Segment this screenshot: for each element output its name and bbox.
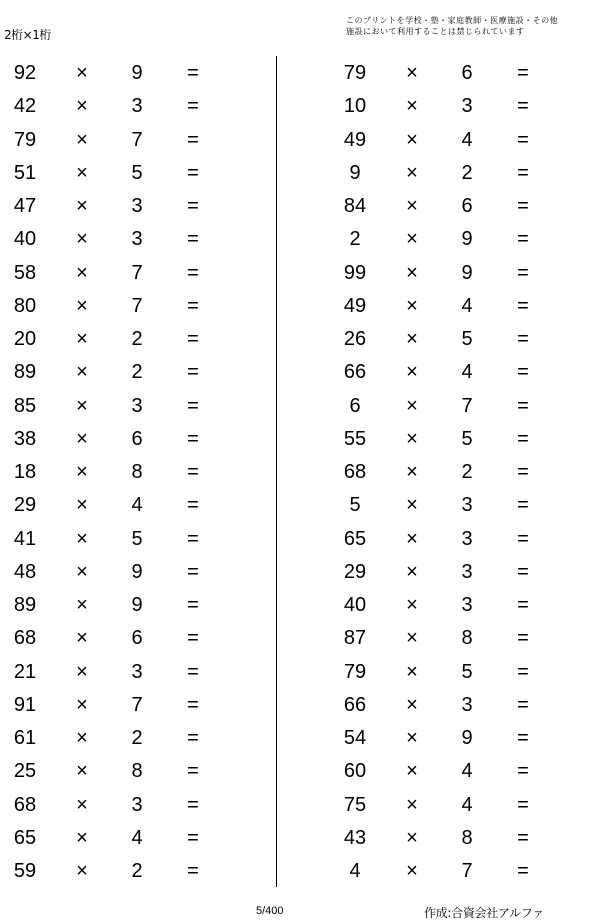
- multiplicand: 68: [13, 793, 37, 816]
- multiplier: 3: [461, 95, 473, 118]
- equals-sign: =: [187, 793, 199, 816]
- equals-sign: =: [187, 527, 199, 550]
- multiplicand: 51: [13, 161, 37, 184]
- times-sign: ×: [406, 760, 418, 783]
- times-sign: ×: [406, 128, 418, 151]
- multiplicand: 79: [343, 660, 367, 683]
- equals-sign: =: [187, 693, 199, 716]
- equals-sign: =: [517, 128, 529, 151]
- equals-sign: =: [187, 494, 199, 517]
- multiplier: 3: [461, 560, 473, 583]
- multiplier: 3: [131, 660, 143, 683]
- equals-sign: =: [187, 128, 199, 151]
- equals-sign: =: [187, 62, 199, 84]
- multiplicand: 79: [343, 62, 367, 84]
- multiplicand: 66: [343, 361, 367, 384]
- equals-sign: =: [517, 195, 529, 217]
- problem-row: [330, 190, 570, 223]
- times-sign: ×: [76, 793, 88, 816]
- times-sign: ×: [406, 195, 418, 217]
- multiplier: 4: [131, 494, 143, 517]
- problem-row: [330, 855, 570, 888]
- problem-row: [330, 323, 570, 356]
- equals-sign: =: [187, 826, 199, 849]
- problem-row: [330, 755, 570, 788]
- column-divider: [276, 56, 277, 887]
- multiplier: 4: [461, 760, 473, 783]
- problem-row: [0, 822, 240, 855]
- equals-sign: =: [517, 594, 529, 616]
- equals-sign: =: [517, 161, 529, 184]
- equals-sign: =: [517, 693, 529, 716]
- equals-sign: =: [517, 494, 529, 517]
- problem-row: [330, 789, 570, 822]
- multiplicand: 10: [343, 95, 367, 118]
- times-sign: ×: [406, 560, 418, 583]
- multiplier: 6: [461, 195, 473, 217]
- multiplier: 2: [131, 860, 143, 882]
- multiplier: 4: [461, 128, 473, 151]
- multiplier: 4: [461, 361, 473, 384]
- multiplier: 2: [131, 361, 143, 384]
- times-sign: ×: [76, 860, 88, 882]
- multiplier: 4: [131, 826, 143, 849]
- times-sign: ×: [76, 62, 88, 84]
- problem-row: [0, 689, 240, 722]
- times-sign: ×: [76, 693, 88, 716]
- multiplier: 7: [461, 860, 473, 882]
- equals-sign: =: [517, 727, 529, 749]
- multiplier: 5: [131, 161, 143, 184]
- multiplicand: 2: [349, 228, 361, 251]
- problem-row: [0, 190, 240, 223]
- problem-row: [330, 456, 570, 489]
- times-sign: ×: [76, 461, 88, 483]
- equals-sign: =: [187, 727, 199, 749]
- problem-row: [330, 656, 570, 689]
- equals-sign: =: [187, 361, 199, 384]
- multiplicand: 65: [343, 527, 367, 550]
- multiplicand: 42: [13, 95, 37, 118]
- multiplier: 4: [461, 793, 473, 816]
- times-sign: ×: [76, 627, 88, 650]
- problem-row: [330, 57, 570, 90]
- multiplier: 6: [461, 62, 473, 84]
- multiplicand: 68: [343, 461, 367, 483]
- problem-row: [0, 157, 240, 190]
- times-sign: ×: [406, 328, 418, 350]
- problem-row: [330, 423, 570, 456]
- times-sign: ×: [76, 760, 88, 783]
- times-sign: ×: [76, 826, 88, 849]
- equals-sign: =: [187, 228, 199, 251]
- multiplicand: 40: [343, 594, 367, 616]
- equals-sign: =: [187, 394, 199, 417]
- equals-sign: =: [187, 760, 199, 783]
- times-sign: ×: [76, 261, 88, 284]
- multiplicand: 54: [343, 727, 367, 749]
- multiplicand: 65: [13, 826, 37, 849]
- times-sign: ×: [76, 660, 88, 683]
- multiplier: 8: [131, 461, 143, 483]
- times-sign: ×: [406, 594, 418, 616]
- multiplicand: 25: [13, 760, 37, 783]
- author-credit: 作成:合資会社アルファ: [424, 906, 545, 920]
- times-sign: ×: [406, 427, 418, 450]
- times-sign: ×: [76, 361, 88, 384]
- problem-row: [330, 556, 570, 589]
- multiplier: 7: [131, 693, 143, 716]
- times-sign: ×: [406, 693, 418, 716]
- usage-notice-line: このプリントを学校・塾・家庭教師・医療施設・その他: [346, 16, 559, 25]
- times-sign: ×: [406, 228, 418, 251]
- multiplicand: 6: [349, 394, 361, 417]
- times-sign: ×: [76, 494, 88, 517]
- multiplicand: 75: [343, 793, 367, 816]
- right-problem-column: [330, 57, 570, 888]
- multiplicand: 99: [343, 261, 367, 284]
- multiplier: 9: [461, 228, 473, 251]
- multiplicand: 66: [343, 693, 367, 716]
- times-sign: ×: [406, 394, 418, 417]
- multiplicand: 49: [343, 128, 367, 151]
- times-sign: ×: [406, 660, 418, 683]
- equals-sign: =: [187, 195, 199, 217]
- problem-row: [0, 789, 240, 822]
- times-sign: ×: [406, 527, 418, 550]
- problem-row: [0, 90, 240, 123]
- multiplier: 3: [131, 228, 143, 251]
- equals-sign: =: [517, 427, 529, 450]
- problem-row: [330, 223, 570, 256]
- equals-sign: =: [187, 660, 199, 683]
- equals-sign: =: [187, 161, 199, 184]
- times-sign: ×: [76, 195, 88, 217]
- problem-row: [330, 290, 570, 323]
- problem-row: [0, 423, 240, 456]
- multiplicand: 60: [343, 760, 367, 783]
- problem-row: [0, 290, 240, 323]
- multiplier: 9: [461, 261, 473, 284]
- equals-sign: =: [517, 95, 529, 118]
- multiplier: 6: [131, 427, 143, 450]
- problem-row: [0, 124, 240, 157]
- multiplier: 3: [461, 594, 473, 616]
- multiplier: 2: [461, 161, 473, 184]
- times-sign: ×: [76, 95, 88, 118]
- times-sign: ×: [76, 594, 88, 616]
- multiplier: 3: [131, 793, 143, 816]
- times-sign: ×: [406, 294, 418, 317]
- equals-sign: =: [517, 361, 529, 384]
- problem-row: [0, 223, 240, 256]
- multiplier: 2: [461, 461, 473, 483]
- multiplier: 9: [131, 62, 143, 84]
- multiplier: 6: [131, 627, 143, 650]
- problem-row: [330, 722, 570, 755]
- times-sign: ×: [76, 527, 88, 550]
- multiplicand: 89: [13, 361, 37, 384]
- usage-notice-line: 施設において利用することは禁じられています: [346, 27, 525, 36]
- multiplicand: 41: [13, 527, 37, 550]
- problem-row: [0, 523, 240, 556]
- equals-sign: =: [517, 461, 529, 483]
- multiplier: 7: [131, 128, 143, 151]
- multiplier: 5: [461, 660, 473, 683]
- multiplier: 8: [461, 826, 473, 849]
- multiplier: 8: [131, 760, 143, 783]
- multiplicand: 20: [13, 328, 37, 350]
- equals-sign: =: [187, 627, 199, 650]
- times-sign: ×: [406, 860, 418, 882]
- problem-row: [330, 157, 570, 190]
- multiplicand: 87: [343, 627, 367, 650]
- multiplicand: 26: [343, 328, 367, 350]
- equals-sign: =: [187, 594, 199, 616]
- problem-row: [0, 489, 240, 522]
- worksheet-title: 2桁×1桁: [4, 28, 51, 42]
- times-sign: ×: [406, 494, 418, 517]
- multiplier: 3: [131, 195, 143, 217]
- equals-sign: =: [517, 62, 529, 84]
- times-sign: ×: [76, 228, 88, 251]
- multiplicand: 40: [13, 228, 37, 251]
- multiplicand: 58: [13, 261, 37, 284]
- equals-sign: =: [517, 627, 529, 650]
- multiplier: 8: [461, 627, 473, 650]
- page-number: 5/400: [256, 905, 284, 917]
- problem-row: [330, 589, 570, 622]
- problem-row: [330, 689, 570, 722]
- equals-sign: =: [517, 760, 529, 783]
- multiplier: 2: [131, 328, 143, 350]
- multiplier: 5: [131, 527, 143, 550]
- problem-row: [0, 755, 240, 788]
- problem-row: [0, 556, 240, 589]
- multiplicand: 29: [13, 494, 37, 517]
- multiplicand: 9: [349, 161, 361, 184]
- left-problem-column: [0, 57, 240, 888]
- multiplicand: 5: [349, 494, 361, 517]
- multiplier: 7: [131, 294, 143, 317]
- multiplier: 2: [131, 727, 143, 749]
- equals-sign: =: [517, 328, 529, 350]
- equals-sign: =: [517, 826, 529, 849]
- multiplicand: 48: [13, 560, 37, 583]
- multiplier: 7: [131, 261, 143, 284]
- problem-row: [0, 323, 240, 356]
- equals-sign: =: [187, 328, 199, 350]
- problem-row: [0, 855, 240, 888]
- problem-row: [0, 622, 240, 655]
- multiplicand: 79: [13, 128, 37, 151]
- multiplicand: 49: [343, 294, 367, 317]
- multiplier: 5: [461, 427, 473, 450]
- times-sign: ×: [406, 95, 418, 118]
- usage-notice: [346, 15, 586, 37]
- problem-row: [330, 523, 570, 556]
- problem-row: [330, 124, 570, 157]
- equals-sign: =: [517, 560, 529, 583]
- multiplicand: 4: [349, 860, 361, 882]
- multiplicand: 43: [343, 826, 367, 849]
- multiplicand: 84: [343, 195, 367, 217]
- multiplicand: 21: [13, 660, 37, 683]
- multiplier: 5: [461, 328, 473, 350]
- times-sign: ×: [76, 128, 88, 151]
- problem-row: [330, 489, 570, 522]
- equals-sign: =: [517, 394, 529, 417]
- times-sign: ×: [406, 461, 418, 483]
- problem-row: [330, 622, 570, 655]
- problem-row: [330, 257, 570, 290]
- equals-sign: =: [517, 294, 529, 317]
- problem-row: [330, 822, 570, 855]
- equals-sign: =: [187, 560, 199, 583]
- multiplicand: 55: [343, 427, 367, 450]
- times-sign: ×: [406, 261, 418, 284]
- problem-row: [0, 656, 240, 689]
- times-sign: ×: [406, 826, 418, 849]
- equals-sign: =: [187, 860, 199, 882]
- times-sign: ×: [406, 62, 418, 84]
- times-sign: ×: [76, 427, 88, 450]
- times-sign: ×: [406, 361, 418, 384]
- times-sign: ×: [76, 394, 88, 417]
- equals-sign: =: [517, 660, 529, 683]
- times-sign: ×: [76, 294, 88, 317]
- times-sign: ×: [406, 727, 418, 749]
- equals-sign: =: [517, 793, 529, 816]
- problem-row: [330, 356, 570, 389]
- problem-row: [330, 390, 570, 423]
- problem-row: [0, 356, 240, 389]
- multiplicand: 61: [13, 727, 37, 749]
- multiplier: 3: [461, 693, 473, 716]
- times-sign: ×: [406, 161, 418, 184]
- multiplier: 3: [461, 494, 473, 517]
- multiplier: 3: [131, 394, 143, 417]
- times-sign: ×: [76, 161, 88, 184]
- equals-sign: =: [517, 261, 529, 284]
- multiplier: 9: [461, 727, 473, 749]
- equals-sign: =: [187, 294, 199, 317]
- times-sign: ×: [76, 560, 88, 583]
- problem-row: [0, 722, 240, 755]
- problem-row: [330, 90, 570, 123]
- multiplier: 9: [131, 560, 143, 583]
- multiplier: 3: [131, 95, 143, 118]
- multiplicand: 59: [13, 860, 37, 882]
- multiplicand: 92: [13, 62, 37, 84]
- multiplicand: 68: [13, 627, 37, 650]
- problem-row: [0, 257, 240, 290]
- multiplicand: 80: [13, 294, 37, 317]
- multiplier: 7: [461, 394, 473, 417]
- multiplier: 9: [131, 594, 143, 616]
- times-sign: ×: [76, 727, 88, 749]
- equals-sign: =: [187, 95, 199, 118]
- times-sign: ×: [406, 793, 418, 816]
- times-sign: ×: [406, 627, 418, 650]
- multiplicand: 85: [13, 394, 37, 417]
- multiplicand: 91: [13, 693, 37, 716]
- equals-sign: =: [187, 261, 199, 284]
- problem-row: [0, 57, 240, 90]
- multiplicand: 38: [13, 427, 37, 450]
- problem-row: [0, 589, 240, 622]
- equals-sign: =: [187, 427, 199, 450]
- multiplier: 4: [461, 294, 473, 317]
- multiplier: 3: [461, 527, 473, 550]
- multiplicand: 18: [13, 461, 37, 483]
- problem-row: [0, 456, 240, 489]
- times-sign: ×: [76, 328, 88, 350]
- multiplicand: 29: [343, 560, 367, 583]
- equals-sign: =: [187, 461, 199, 483]
- equals-sign: =: [517, 228, 529, 251]
- multiplicand: 47: [13, 195, 37, 217]
- multiplicand: 89: [13, 594, 37, 616]
- equals-sign: =: [517, 527, 529, 550]
- equals-sign: =: [517, 860, 529, 882]
- problem-row: [0, 390, 240, 423]
